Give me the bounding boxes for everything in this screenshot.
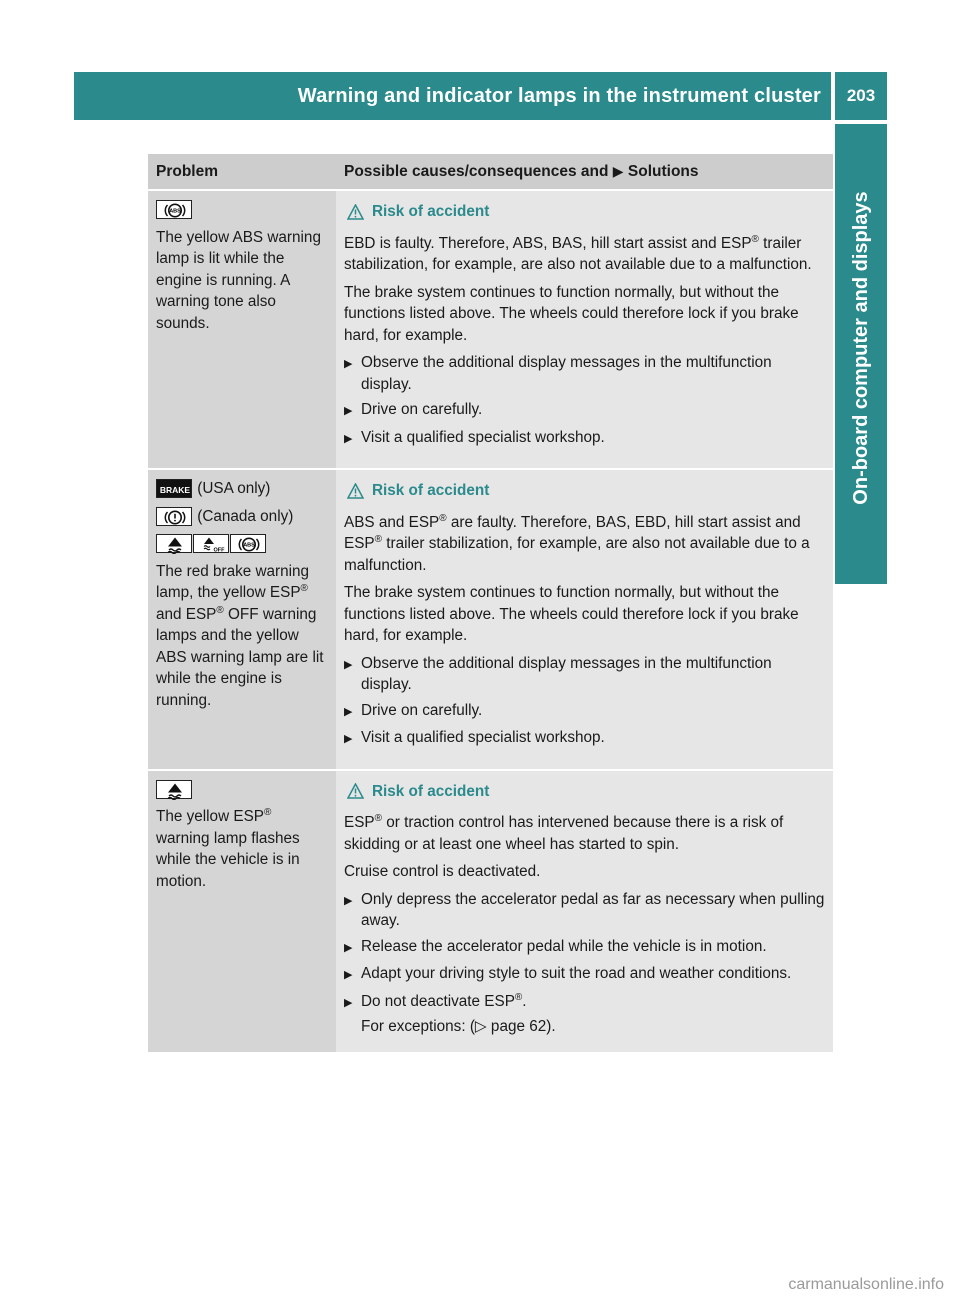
watermark: carmanualsonline.info [788,1276,944,1293]
list-item: ▶ Adapt your driving style to suit the road and weather conditions. [344,963,825,987]
solutions-arrow-icon: ▶ [612,162,624,179]
problem-cell [148,770,336,1052]
solution-cell [336,469,833,770]
cause-paragraph: EBD is faulty. Therefore, ABS, BAS, hill start assist and ESP® trailer stabilization, for example, are also not available due to a malfunction. [344,233,812,273]
list-item: ▶ Visit a qualified specialist workshop. [344,727,825,751]
step-arrow-icon [344,399,361,423]
problem-cell [148,190,336,469]
solution-cell [336,190,833,469]
brake-canada-icon [156,507,192,526]
warning-triangle-icon [347,783,364,799]
side-tab-label: On-board computer and displays [850,191,872,505]
step-arrow-icon [344,963,361,987]
step-arrow-icon [344,352,361,395]
list-item: ▶ Observe the additional display messages in the multifunction display. [344,653,825,696]
table-header-row [148,154,833,190]
solution-cell [336,770,833,1052]
list-item: ▶ Release the accelerator pedal while the vehicle is in motion. [344,936,825,960]
consequence-paragraph: Cruise control is deactivated. [344,863,541,880]
svg-text:BRAKE: BRAKE [159,485,191,496]
esp-off-warning-icon [193,534,229,553]
list-item: ▶ Drive on carefully. [344,700,825,724]
problem-description: The yellow ABS warning lamp is lit while the engine is running. A warning tone also sounds. [156,228,321,332]
list-item: ▶ Drive on carefully. [344,399,825,423]
list-item: ▶ Only depress the accelerator pedal as far as necessary when pulling away. [344,889,825,932]
page-reference: For exceptions: (▷ page 62). [361,1018,556,1035]
table-row [148,190,833,469]
cause-paragraph: ESP® or traction control has intervened because there is a risk of skidding or at least one wheel has started to spin. [344,812,784,853]
problem-description: The yellow ESP® warning lamp flashes while the vehicle is in motion. [156,806,300,890]
warning-triangle-icon [347,204,364,220]
list-item: ▶ Do not deactivate ESP®. [344,991,825,1015]
step-arrow-icon [344,427,361,451]
step-arrow-icon [344,889,361,932]
brake-usa-icon [156,479,192,498]
esp-warning-icon [156,534,192,553]
consequence-paragraph: The brake system continues to function normally, but without the functions listed above. The wheels could therefore lock if you brake hard, for example. [344,584,799,644]
header-solutions: Possible causes/consequences and ▶ Solutions [336,154,833,190]
step-arrow-icon [344,700,361,724]
svg-text:ABS: ABS [243,543,255,550]
risk-heading: Risk of accident [344,781,825,803]
page-number: 203 [835,72,887,120]
problem-cell: BRAKE (USA only) (Canada only) OFF ABS The red brake warning lamp, the yellow ESP® and ESP® OFF warning lamps and the yellow ABS warning lamp are lit while the engine is running. [148,469,336,770]
step-arrow-icon [344,936,361,960]
risk-heading: Risk of accident [344,201,825,223]
header-title: Warning and indicator lamps in the instrument cluster [297,85,821,107]
side-tab-block [835,530,887,584]
step-arrow-icon [344,653,361,696]
esp-warning-icon [156,780,192,799]
step-arrow-icon [344,727,361,751]
consequence-paragraph: The brake system continues to function normally, but without the functions listed above. The wheels could therefore lock if you brake hard, for example. [344,283,799,344]
warning-triangle-icon [347,483,364,499]
abs-warning-icon [230,534,266,553]
abs-warning-icon [156,200,192,219]
header-problem: Problem [148,154,336,190]
step-arrow-icon [344,991,361,1015]
warning-lamps-table [148,154,833,1052]
svg-text:ABS: ABS [169,209,181,216]
list-item: ▶ Visit a qualified specialist workshop. [344,427,825,451]
header-bar [74,72,831,120]
cause-paragraph: ABS and ESP® are faulty. Therefore, BAS, EBD, hill start assist and ESP® trailer stabilization, for example, are also not available due to a malfunction. [344,512,810,574]
risk-heading: Risk of accident [344,480,825,502]
table-row [148,770,833,1052]
svg-text:OFF: OFF [213,547,225,554]
table-row [148,469,833,770]
list-item: ▶ Observe the additional display messages in the multifunction display. [344,352,825,395]
problem-description: The red brake warning lamp, the yellow ESP® and ESP® OFF warning lamps and the yellow ABS warning lamp are lit while the engine is running. [156,562,324,709]
